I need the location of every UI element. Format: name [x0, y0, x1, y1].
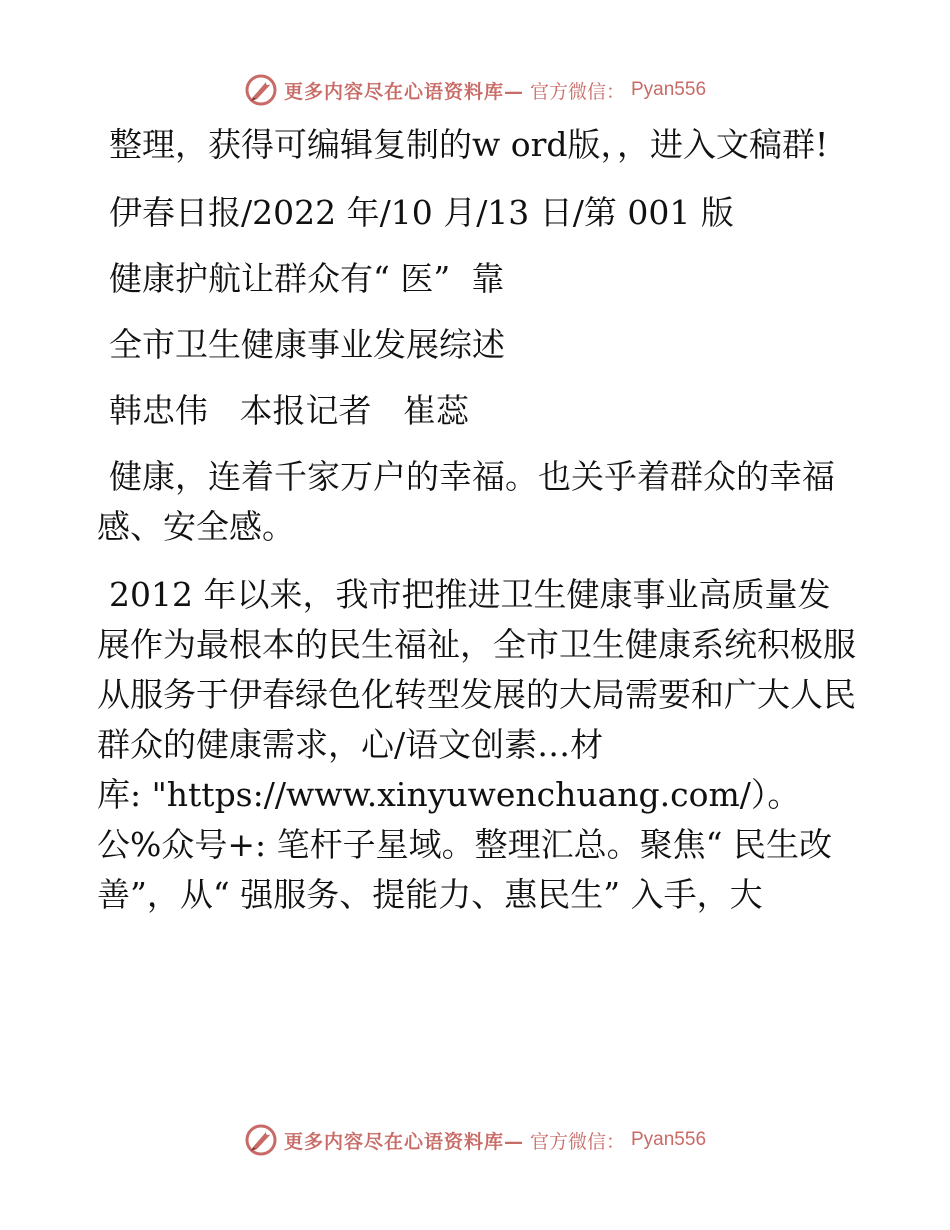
- header-wechat-id: Pyan556: [631, 79, 707, 100]
- footer-banner: [0, 1120, 950, 1160]
- header-banner: [0, 70, 950, 110]
- paragraph-2: 2012 年以来，我市把推进卫生健康事业高质量发展作为最根本的民生福祉，全市卫生健康系统积极服从服务于伊春绿色化转型发展的大局需要和广大人民群众的健康需求，心/语文创素…材: [97, 575, 856, 764]
- header-slogan: 更多内容尽在心语资料库—: [283, 80, 524, 103]
- article-subtitle: 全市卫生健康事业发展综述: [109, 325, 505, 364]
- footer-slogan: 更多内容尽在心语资料库—: [283, 1130, 524, 1153]
- footer-wechat-label: 官方微信：: [529, 1130, 625, 1153]
- brand-logo-icon: [244, 73, 278, 107]
- intro-paragraph: 整理，获得可编辑复制的w ord版，，进入文稿群!: [109, 125, 829, 164]
- paragraph-1: 健康，连着千家万户的幸福。也关乎着群众的幸福感、安全感。: [97, 457, 835, 546]
- footer-wechat-id: Pyan556: [631, 1129, 707, 1150]
- header-wechat-label: 官方微信：: [529, 80, 625, 103]
- article-title: 健康护航让群众有“ 医” 靠: [109, 259, 505, 298]
- article-body: [97, 120, 857, 938]
- paragraph-3: 库: "https://www.xinyuwenchuang.com/）。公%众号+: 笔杆子星域。整理汇总。聚焦“ 民生改善”，从“ 强服务、提能力、惠民生” 入手，大: [97, 775, 832, 914]
- source-line: 伊春日报/2022 年/10 月/13 日/第 001 版: [109, 193, 734, 232]
- brand-logo-icon: [244, 1123, 278, 1157]
- byline: 韩忠伟 本报记者 崔蕊: [109, 391, 469, 430]
